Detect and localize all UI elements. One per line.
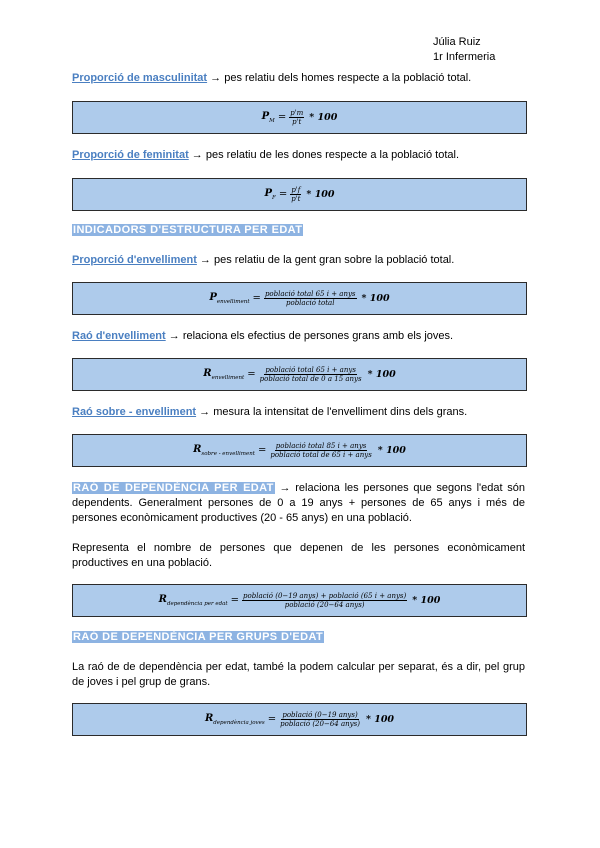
masculinitat-desc: → pes relatiu dels homes respecte a la població total. <box>207 72 472 84</box>
rao-envelliment-definition <box>72 329 525 344</box>
rao-envelliment-formula-box <box>72 358 527 391</box>
grups-paragraph: La raó de de dependència per edat, també la podem calcular per separat, és a dir, pel grup de joves i pel grup de grans. <box>72 661 525 688</box>
prop-envelliment-term[interactable]: Proporció d'envelliment <box>72 254 197 266</box>
section-heading-grups: RAÓ DE DEPENDÈNCIA PER GRUPS D'EDAT <box>73 631 324 643</box>
masculinitat-formula: $P_M$ = $\frac{p'm}{p't}$ * 100 <box>261 109 338 126</box>
rao-envelliment-desc: → relaciona els efectius de persones grans amb els joves. <box>165 330 454 342</box>
feminitat-formula: $P_F$ = $\frac{p'f}{p't}$ * 100 <box>264 186 335 203</box>
dependencia-formula-box <box>72 584 527 617</box>
sobre-envelliment-formula: $R_{sobre - envelliment}$ = $\frac{\text{població total 85 i + anys}}{\text{població total de 65 i + anys}}$ * 100 <box>193 442 406 459</box>
feminitat-definition <box>72 148 525 163</box>
document-header <box>433 35 495 65</box>
dependencia-paragraph: Representa el nombre de persones que depenen de les persones econòmicament productives en una població. <box>72 542 525 569</box>
dependencia-desc: → relaciona les persones que segons l'edat són dependents. Generalment persones de 0 a 19 anys + persones de 65 anys i més de persones econòmicament productives (20 - 65 anys) en una població. <box>72 482 525 524</box>
sobre-envelliment-desc: → mesura la intensitat de l'envelliment dins dels grans. <box>196 406 468 418</box>
feminitat-formula-box <box>72 178 527 211</box>
masculinitat-definition <box>72 71 525 86</box>
masculinitat-term[interactable]: Proporció de masculinitat <box>72 72 208 84</box>
dependencia-definition <box>72 481 525 526</box>
sobre-envelliment-formula-box <box>72 434 527 467</box>
prop-envelliment-definition <box>72 253 525 268</box>
prop-envelliment-formula-box <box>72 282 527 315</box>
dependencia-formula: $R_{dependència per edat}$ = $\frac{\text{població (0−19 anys) + població (65 i + anys)}}{\text{població (20−64 anys)}}$ * 100 <box>158 592 441 609</box>
course-name: 1r Infermeria <box>433 51 496 63</box>
grups-formula-box <box>72 703 527 736</box>
feminitat-term[interactable]: Proporció de feminitat <box>72 149 189 161</box>
sobre-envelliment-definition <box>72 405 525 420</box>
section-heading-estructura: INDICADORS D'ESTRUCTURA PER EDAT <box>73 224 303 236</box>
sobre-envelliment-term[interactable]: Raó sobre - envelliment <box>72 406 197 418</box>
prop-envelliment-desc: → pes relatiu de la gent gran sobre la població total. <box>196 254 455 266</box>
author-name: Júlia Ruiz <box>433 36 481 48</box>
rao-envelliment-formula: $R_{envelliment}$ = $\frac{\text{població total 65 i + anys}}{\text{població total de 0 a 15 anys}}$ * 100 <box>203 366 396 383</box>
dependencia-heading: RAÓ DE DEPENDÈNCIA PER EDAT <box>73 482 274 494</box>
masculinitat-formula-box <box>72 101 527 134</box>
feminitat-desc: → pes relatiu de les dones respecte a la població total. <box>188 149 460 161</box>
grups-formula: $R_{dependència joves}$ = $\frac{\text{població (0−19 anys)}}{\text{població (20−64 anys)}}$ * 100 <box>204 711 395 728</box>
prop-envelliment-formula: $P_{envelliment}$ = $\frac{\text{població total 65 i + anys}}{\text{població total}}$ * 100 <box>209 290 390 307</box>
rao-envelliment-term[interactable]: Raó d'envelliment <box>72 330 166 342</box>
